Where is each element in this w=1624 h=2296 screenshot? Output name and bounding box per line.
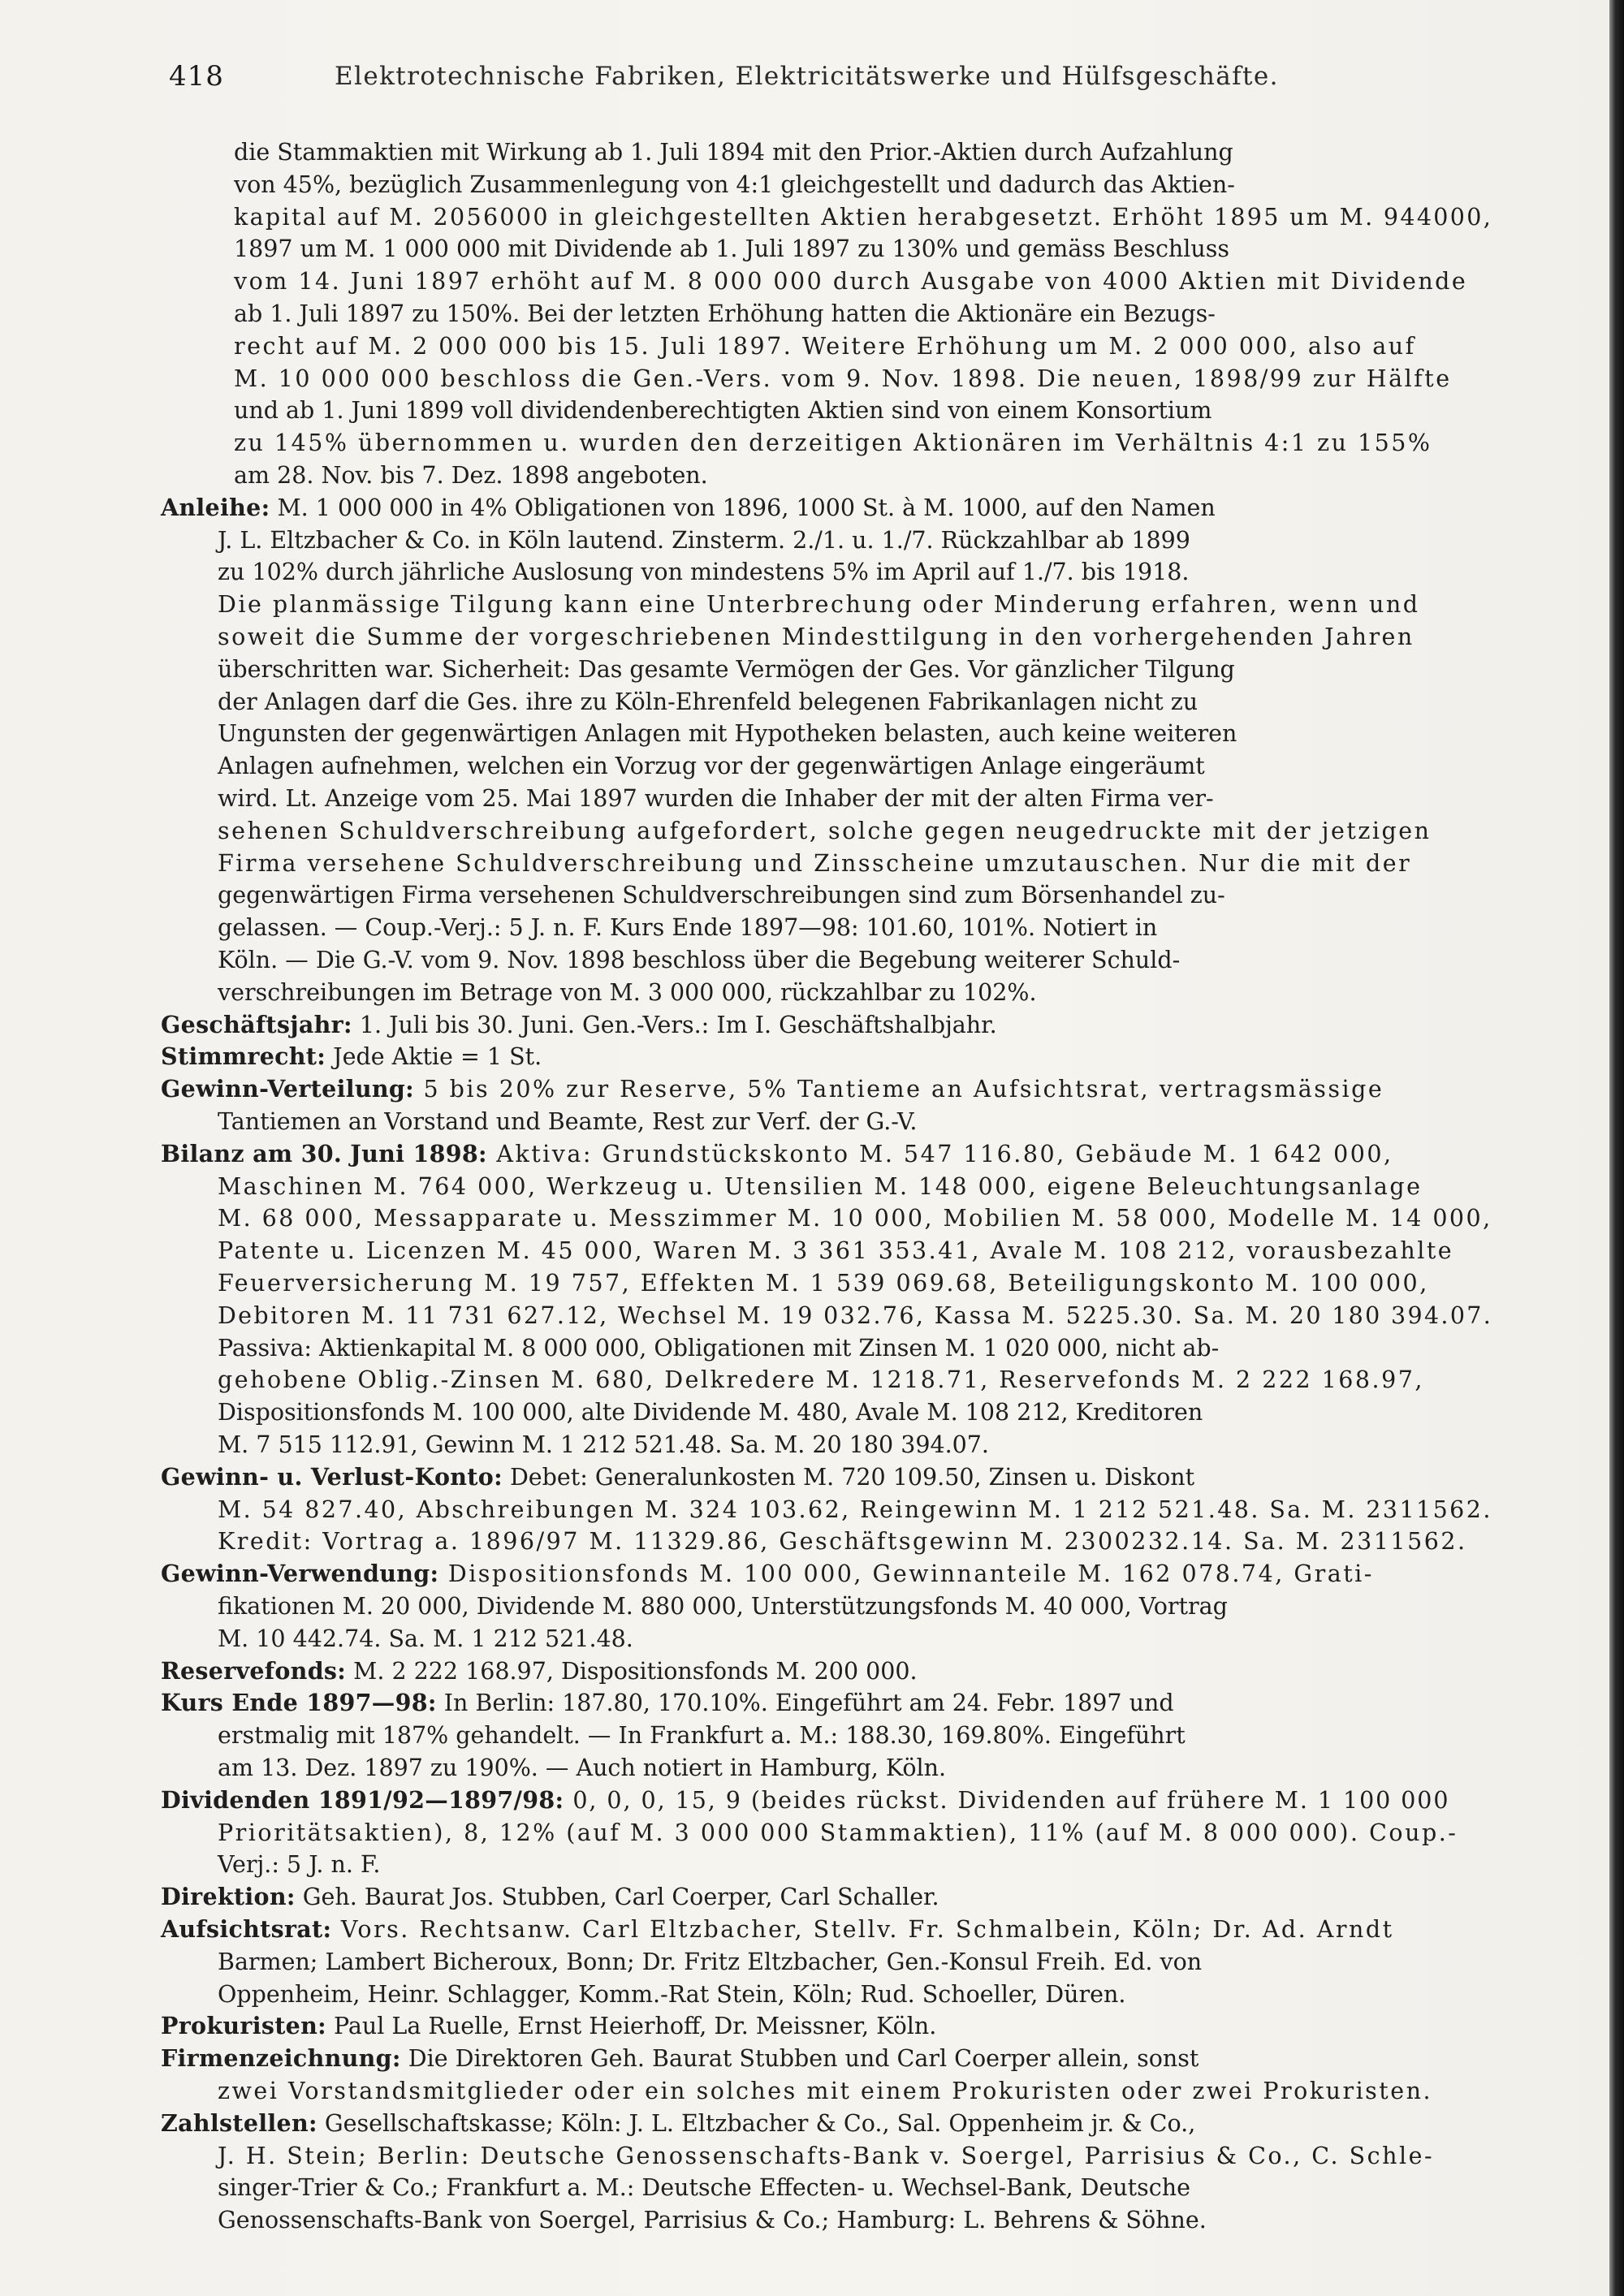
text-line <box>218 1332 1219 1365</box>
entry-head-line <box>161 1041 542 1073</box>
entry-label: Bilanz am 30. Juni 1898: <box>161 1139 487 1167</box>
entry-label: Direktion: <box>161 1883 296 1911</box>
text-line <box>218 1590 1228 1623</box>
text-line <box>234 265 1467 298</box>
text-line <box>218 556 1189 589</box>
entry-label: Geschäftsjahr: <box>161 1010 352 1038</box>
line-text: verschreibungen im Betrage von M. 3 000 000, rückzahlbar zu 102%. <box>218 978 1037 1006</box>
text-line <box>218 944 1180 977</box>
entry-head-line <box>161 1881 939 1914</box>
entry-label: Gewinn-Verteilung: <box>161 1075 414 1103</box>
line-text: sehenen Schuldverschreibung aufgefordert, solche gegen neugedruckte mit der jetzigen <box>218 817 1432 844</box>
line-text: Dispositionsfonds M. 100 000, alte Dividende M. 480, Avale M. 108 212, Kreditoren <box>218 1399 1203 1426</box>
text-line <box>218 1396 1203 1429</box>
line-text: Vors. Rechtsanw. Carl Eltzbacher, Stellv. Fr. Schmalbein, Köln; Dr. Ad. Arndt <box>331 1916 1394 1943</box>
page-number: 418 <box>169 60 224 93</box>
line-text: Prioritätsaktien), 8, 12% (auf M. 3 000 000 Stammaktien), 11% (auf M. 8 000 000). Coup.- <box>218 1819 1458 1846</box>
text-line <box>234 136 1233 169</box>
line-text: Debitoren M. 11 731 627.12, Wechsel M. 19 032.76, Kassa M. 5225.30. Sa. M. 20 180 394.07. <box>218 1301 1493 1329</box>
line-text: erstmalig mit 187% gehandelt. — In Frankfurt a. M.: 188.30, 169.80%. Eingeführt <box>218 1722 1186 1750</box>
line-text: Debet: Generalunkosten M. 720 109.50, Zinsen u. Diskont <box>502 1463 1195 1491</box>
text-line <box>218 589 1420 621</box>
line-text: Tantiemen an Vorstand und Beamte, Rest zur Verf. der G.-V. <box>218 1108 918 1135</box>
line-text: Firma versehene Schuldverschreibung und Zinsscheine umzutauschen. Nur die mit der <box>218 849 1412 877</box>
line-text: Patente u. Licenzen M. 45 000, Waren M. 3 361 353.41, Avale M. 108 212, vorausbezahlte <box>218 1237 1454 1265</box>
text-line <box>218 1494 1492 1526</box>
entry-head-line <box>161 1009 997 1042</box>
line-text: Passiva: Aktienkapital M. 8 000 000, Obligationen mit Zinsen M. 1 020 000, nicht ab- <box>218 1334 1220 1362</box>
text-line <box>218 848 1411 880</box>
line-text: Maschinen M. 764 000, Werkzeug u. Utensilien M. 148 000, eigene Beleuchtungsanlage <box>218 1172 1423 1200</box>
entry-head-line <box>161 1073 1384 1106</box>
text-line <box>218 1752 946 1785</box>
line-text: M. 54 827.40, Abschreibungen M. 324 103.62, Reingewinn M. 1 212 521.48. Sa. M. 2311562. <box>218 1495 1492 1523</box>
line-text: Paul La Ruelle, Ernst Heierhoff, Dr. Meissner, Köln. <box>326 2013 937 2040</box>
line-text: kapital auf M. 2056000 in gleichgestellten Aktien herabgesetzt. Erhöht 1895 um M. 944000, <box>234 203 1493 231</box>
entry-head-line <box>161 1785 1449 1817</box>
line-text: zu 145% übernommen u. wurden den derzeitigen Aktionären im Verhältnis 4:1 zu 155% <box>234 429 1432 457</box>
line-text: M. 68 000, Messapparate u. Messzimmer M. 10 000, Mobilien M. 58 000, Modelle M. 14 000, <box>218 1205 1492 1232</box>
line-text: singer-Trier & Co.; Frankfurt a. M.: Deutsche Effecten- u. Wechsel-Bank, Deutsche <box>218 2174 1190 2202</box>
line-text: M. 1 000 000 in 4% Obligationen von 1896, 1000 St. à M. 1000, auf den Namen <box>270 494 1216 521</box>
line-text: soweit die Summe der vorgeschriebenen Mindesttilgung in den vorhergehenden Jahren <box>218 624 1415 650</box>
line-text: 1. Juli bis 30. Juni. Gen.-Vers.: Im I. Geschäftshalbjahr. <box>352 1011 997 1038</box>
line-text: ab 1. Juli 1897 zu 150%. Bei der letzten Erhöhung hatten die Aktionäre ein Bezugs- <box>234 300 1216 327</box>
line-text: Geh. Baurat Jos. Stubben, Carl Coerper, Carl Schaller. <box>295 1884 939 1911</box>
text-line <box>218 1171 1423 1203</box>
line-text: Barmen; Lambert Bicheroux, Bonn; Dr. Fritz Eltzbacher, Gen.-Konsul Freih. Ed. von <box>218 1948 1203 1975</box>
text-line <box>218 1623 633 1655</box>
line-text: zwei Vorstandsmitglieder oder ein solches mit einem Prokuristen oder zwei Prokuristen. <box>218 2078 1433 2104</box>
line-text: gehobene Oblig.-Zinsen M. 680, Delkredere M. 1218.71, Reservefonds M. 2 222 168.97, <box>218 1366 1424 1394</box>
line-text: M. 2 222 168.97, Dispositionsfonds M. 200 000. <box>346 1657 918 1685</box>
text-line <box>218 815 1431 848</box>
line-text: M. 7 515 112.91, Gewinn M. 1 212 521.48. Sa. M. 20 180 394.07. <box>218 1431 989 1458</box>
text-line <box>218 879 1225 912</box>
text-line <box>218 977 1037 1009</box>
line-text: M. 10 442.74. Sa. M. 1 212 521.48. <box>218 1625 633 1652</box>
line-text: überschritten war. Sicherheit: Das gesamte Vermögen der Ges. Vor gänzlicher Tilgung <box>218 655 1235 683</box>
entry-label: Kurs Ende 1897—98: <box>161 1689 437 1717</box>
line-text: J. H. Stein; Berlin: Deutsche Genossenschafts-Bank v. Soergel, Parrisius & Co., C. Schle- <box>218 2142 1435 2169</box>
line-text: Die planmässige Tilgung kann eine Unterbrechung oder Minderung erfahren, wenn und <box>218 591 1420 619</box>
text-line <box>234 363 1452 395</box>
entry-head-line <box>161 2010 936 2043</box>
text-line <box>218 1720 1186 1752</box>
line-text: fikationen M. 20 000, Dividende M. 880 000, Unterstützungsfonds M. 40 000, Vortrag <box>218 1593 1228 1620</box>
text-line <box>218 1300 1492 1332</box>
entry-head-line <box>161 1655 918 1688</box>
text-line <box>218 1526 1467 1558</box>
text-line <box>234 169 1235 201</box>
text-line <box>218 2204 1207 2237</box>
line-text: am 13. Dez. 1897 zu 190%. — Auch notiert in Hamburg, Köln. <box>218 1754 947 1781</box>
line-text: Die Direktoren Geh. Baurat Stubben und Carl Coerper allein, sonst <box>400 2045 1199 2073</box>
line-text: vom 14. Juni 1897 erhöht auf M. 8 000 000 durch Ausgabe von 4000 Aktien mit Dividende <box>234 268 1468 296</box>
text-line <box>234 233 1229 265</box>
text-line <box>218 1202 1492 1235</box>
entry-label: Reservefonds: <box>161 1656 347 1685</box>
text-line <box>218 1849 380 1881</box>
entry-label: Zahlstellen: <box>161 2108 317 2137</box>
entry-head-line <box>161 2043 1199 2075</box>
entry-label: Aufsichtsrat: <box>161 1915 332 1943</box>
line-text: Ungunsten der gegenwärtigen Anlagen mit Hypotheken belasten, auch keine weiteren <box>218 720 1237 748</box>
scan-edge <box>1609 0 1624 2296</box>
line-text: die Stammaktien mit Wirkung ab 1. Juli 1894 mit den Prior.-Aktien durch Aufzahlung <box>234 139 1233 166</box>
text-line <box>218 1979 1125 2011</box>
entry-label: Gewinn-Verwendung: <box>161 1560 439 1588</box>
entry-head-line <box>161 1687 1174 1720</box>
text-line <box>218 1817 1458 1849</box>
line-text: gegenwärtigen Firma versehenen Schuldverschreibungen sind zum Börsenhandel zu- <box>218 882 1225 909</box>
line-text: Dispositionsfonds M. 100 000, Gewinnanteile M. 162 078.74, Grati- <box>438 1560 1374 1588</box>
line-text: wird. Lt. Anzeige vom 25. Mai 1897 wurden die Inhaber der mit der alten Firma ver- <box>218 785 1214 812</box>
entry-head-line <box>161 2108 1195 2140</box>
entry-label: Firmenzeichnung: <box>161 2044 401 2073</box>
line-text: J. L. Eltzbacher & Co. in Köln lautend. Zinsterm. 2./1. u. 1./7. Rückzahlbar ab 1899 <box>218 526 1190 554</box>
line-text: Verj.: 5 J. n. F. <box>218 1851 381 1879</box>
text-line <box>234 395 1212 427</box>
line-text: Aktiva: Grundstückskonto M. 547 116.80, Gebäude M. 1 642 000, <box>486 1140 1393 1167</box>
line-text: von 45%, bezüglich Zusammenlegung von 4:1 gleichgestellt und dadurch das Aktien- <box>234 170 1235 198</box>
text-line <box>218 1429 989 1461</box>
text-line <box>234 427 1432 460</box>
line-text: 5 bis 20% zur Reserve, 5% Tantieme an Aufsichtsrat, vertragsmässige <box>413 1076 1384 1103</box>
line-text: Köln. — Die G.-V. vom 9. Nov. 1898 beschloss über die Begebung weiterer Schuld- <box>218 947 1181 973</box>
line-text: 0, 0, 0, 15, 9 (beides rückst. Dividenden auf frühere M. 1 100 000 <box>564 1786 1450 1814</box>
text-line <box>234 460 708 492</box>
line-text: In Berlin: 187.80, 170.10%. Eingeführt am 24. Febr. 1897 und <box>436 1690 1174 1717</box>
running-title: Elektrotechnische Fabriken, Elektricitätswerke und Hülfsgeschäfte. <box>335 62 1279 91</box>
text-line <box>234 201 1492 234</box>
text-line <box>234 298 1216 330</box>
line-text: Feuerversicherung M. 19 757, Effekten M. 1 539 069.68, Beteiligungskonto M. 100 000, <box>218 1270 1429 1297</box>
line-text: und ab 1. Juni 1899 voll dividendenberechtigten Aktien sind von einem Konsortium <box>234 397 1212 425</box>
line-text: recht auf M. 2 000 000 bis 15. Juli 1897. Weitere Erhöhung um M. 2 000 000, also auf <box>234 332 1416 360</box>
entry-label: Prokuristen: <box>161 2012 326 2040</box>
text-line <box>218 750 1205 783</box>
entry-label: Anleihe: <box>161 493 270 521</box>
text-line <box>234 330 1416 363</box>
line-text: Oppenheim, Heinr. Schlagger, Komm.-Rat Stein, Köln; Rud. Schoeller, Düren. <box>218 1980 1126 2008</box>
text-line <box>218 2172 1190 2204</box>
text-line <box>218 783 1214 815</box>
entry-label: Dividenden 1891/92—1897/98: <box>161 1785 564 1814</box>
page-header <box>0 60 1624 109</box>
line-text: am 28. Nov. bis 7. Dez. 1898 angeboten. <box>234 462 708 489</box>
text-line <box>218 1364 1424 1396</box>
text-line <box>218 1106 918 1138</box>
text-line <box>218 654 1235 686</box>
line-text: Gesellschaftskasse; Köln: J. L. Eltzbacher & Co., Sal. Oppenheim jr. & Co., <box>317 2109 1196 2137</box>
line-text: zu 102% durch jährliche Auslosung von mindestens 5% im April auf 1./7. bis 1918. <box>218 559 1190 586</box>
text-line <box>218 686 1198 719</box>
text-line <box>218 1946 1202 1979</box>
line-text: 1897 um M. 1 000 000 mit Dividende ab 1. Juli 1897 zu 130% und gemäss Beschluss <box>234 235 1230 263</box>
text-line <box>218 912 1157 944</box>
text-line <box>218 718 1237 750</box>
text-line <box>218 2140 1434 2173</box>
line-text: Jede Aktie = 1 St. <box>326 1043 542 1071</box>
line-text: Anlagen aufnehmen, welchen ein Vorzug vor der gegenwärtigen Anlage eingeräumt <box>218 753 1205 780</box>
text-line <box>218 1267 1429 1300</box>
text-line <box>218 2075 1432 2108</box>
line-text: gelassen. — Coup.-Verj.: 5 J. n. F. Kurs Ende 1897—98: 101.60, 101%. Notiert in <box>218 914 1158 942</box>
entry-head-line <box>161 1138 1393 1171</box>
entry-head-line <box>161 492 1216 524</box>
line-text: M. 10 000 000 beschloss die Gen.-Vers. vom 9. Nov. 1898. Die neuen, 1898/99 zur Hälfte <box>234 365 1452 392</box>
entry-head-line <box>161 1558 1374 1590</box>
text-line <box>218 621 1415 654</box>
entry-head-line <box>161 1914 1394 1946</box>
entry-head-line <box>161 1461 1194 1494</box>
text-line <box>218 524 1190 557</box>
line-text: Genossenschafts-Bank von Soergel, Parrisius & Co.; Hamburg: L. Behrens & Söhne. <box>218 2207 1207 2234</box>
text-line <box>218 1235 1453 1267</box>
entry-label: Stimmrecht: <box>161 1042 326 1071</box>
line-text: der Anlagen darf die Ges. ihre zu Köln-Ehrenfeld belegenen Fabrikanlagen nicht zu <box>218 688 1199 715</box>
entry-label: Gewinn- u. Verlust-Konto: <box>161 1462 503 1491</box>
line-text: Kredit: Vortrag a. 1896/97 M. 11329.86, Geschäftsgewinn M. 2300232.14. Sa. M. 2311562. <box>218 1528 1467 1556</box>
